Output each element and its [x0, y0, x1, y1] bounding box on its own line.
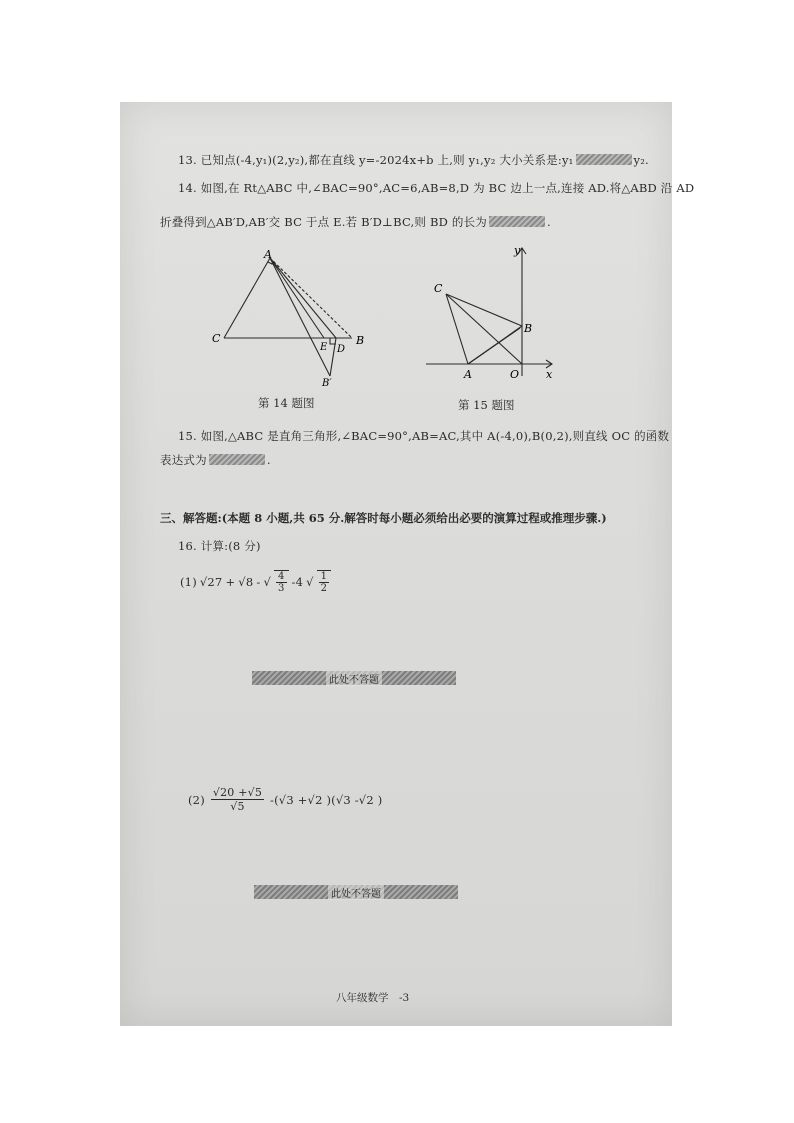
q16-part2-label: (2) — [188, 792, 205, 807]
fig14-label-e: E — [320, 342, 328, 353]
fig14-label-c: C — [212, 332, 221, 345]
answer-blank-13 — [576, 154, 632, 165]
q16-part1-radical-a: √ — [263, 575, 271, 589]
answer-blank-14 — [489, 216, 545, 227]
q15-tail: . — [266, 453, 271, 467]
fraction-denominator: 3 — [277, 583, 285, 594]
fraction-numerator: √20 +√5 — [212, 786, 263, 799]
fig14-label-b: B — [356, 334, 365, 347]
fig14-label-a: A — [264, 250, 272, 261]
page-footer: 八年级数学 -3 — [336, 992, 410, 1004]
figure-15-caption: 第 15 题图 — [458, 398, 515, 412]
question-14-line1: 14. 如图,在 Rt△ABC 中,∠BAC=90°,AC=6,AB=8,D 为 BC 边上一点,连接 AD.将△ABD 沿 AD — [178, 181, 695, 195]
question-16-heading: 16. 计算:(8 分) — [178, 539, 261, 553]
q16-part1-expression — [180, 570, 331, 594]
q16-part1-minus: - — [256, 575, 261, 589]
fraction-denominator: √5 — [230, 800, 245, 813]
figure-15-diagram — [422, 242, 567, 382]
figure-14-diagram — [210, 250, 380, 390]
figure-14-caption: 第 14 题图 — [258, 396, 315, 410]
fig14-label-b-prime: B′ — [322, 378, 332, 389]
q16-part1-fraction-1-2 — [317, 570, 332, 594]
question-15-line2 — [160, 452, 271, 468]
q16-part1-plus: + — [225, 575, 236, 589]
question-15-line1: 15. 如图,△ABC 是直角三角形,∠BAC=90°,AB=AC,其中 A(-4,0),B(0,2),则直线 OC 的函数 — [178, 429, 670, 443]
q15-line2-text: 表达式为 — [160, 453, 207, 467]
q13-tail: y₂. — [633, 153, 649, 167]
fig15-label-b: B — [524, 322, 533, 335]
q16-part1-minus-4: -4 — [291, 575, 304, 589]
no-answer-zone-2 — [254, 885, 458, 899]
q16-part2-rest: -(√3 +√2 )(√3 -√2 ) — [270, 792, 383, 807]
no-answer-zone-1 — [252, 671, 456, 685]
q16-part2-fraction — [211, 786, 264, 813]
no-answer-label-1: 此处不答题 — [326, 671, 382, 686]
q14-line2-text: 折叠得到△AB′D,AB′交 BC 于点 E.若 B′D⊥BC,则 BD 的长为 — [160, 215, 487, 229]
answer-blank-15 — [209, 454, 265, 465]
q13-text: 13. 已知点(-4,y₁)(2,y₂),都在直线 y=-2024x+b 上,则 y₁,y₂ 大小关系是:y₁ — [178, 153, 574, 167]
fig15-label-o: O — [510, 368, 520, 381]
fig15-label-x: x — [546, 368, 553, 381]
fraction-numerator: 4 — [277, 571, 285, 582]
q14-tail: . — [546, 215, 551, 229]
q16-part1-label: (1) — [180, 575, 197, 589]
question-14-line2 — [160, 214, 551, 230]
q16-part2-expression — [188, 786, 382, 813]
fig15-label-y: y — [514, 244, 521, 257]
fig15-label-c: C — [434, 282, 443, 295]
fraction-denominator: 2 — [320, 583, 328, 594]
fig14-label-d: D — [337, 344, 346, 355]
exam-sheet — [120, 102, 695, 1026]
q16-part1-fraction-4-3 — [274, 570, 289, 594]
q16-part1-sqrt8: √8 — [238, 575, 254, 589]
q16-part1-sqrt27: √27 — [199, 575, 223, 589]
fig15-label-a: A — [464, 368, 472, 381]
section-3-heading: 三、解答题:(本题 8 小题,共 65 分.解答时每小题必须给出必要的演算过程或推理步骤.) — [160, 511, 607, 525]
no-answer-label-2: 此处不答题 — [328, 885, 384, 900]
question-13 — [178, 152, 649, 168]
fraction-numerator: 1 — [320, 571, 328, 582]
q16-part1-radical-b: √ — [306, 575, 314, 589]
